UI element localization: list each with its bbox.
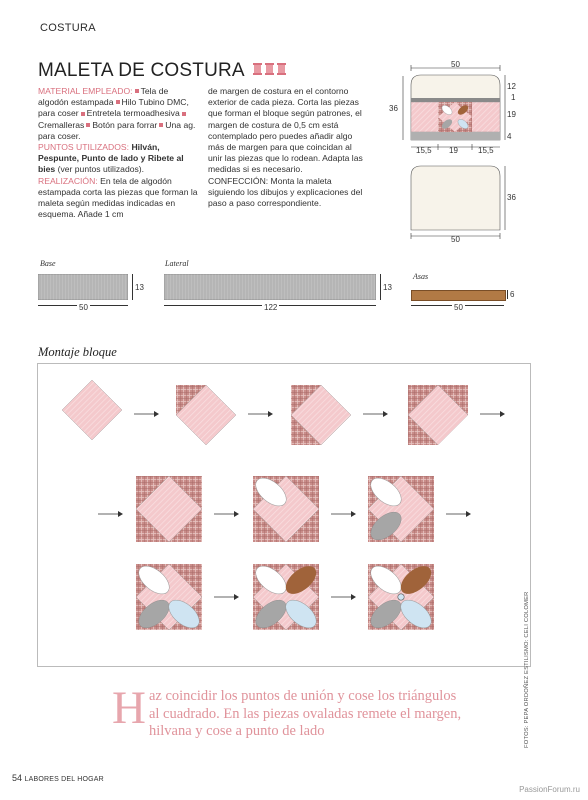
footer bbox=[12, 773, 104, 783]
back-piece-diagram bbox=[400, 160, 520, 245]
base-label: Base bbox=[40, 259, 56, 268]
front-bottom-dim: 15,5 bbox=[416, 146, 432, 155]
instructions-column bbox=[208, 86, 366, 209]
step-2 bbox=[176, 385, 236, 445]
lateral-height-label: 13 bbox=[383, 283, 392, 292]
front-bottom-dim: 15,5 bbox=[478, 146, 494, 155]
spool-icon bbox=[252, 60, 288, 82]
arrow-icon bbox=[331, 594, 356, 600]
material-item: Hilo Tubino DMC, para coser bbox=[38, 97, 189, 119]
front-right-dim: 4 bbox=[507, 132, 512, 141]
watermark: PassionForum.ru bbox=[519, 785, 580, 794]
arrow-icon bbox=[214, 594, 239, 600]
arrow-icon bbox=[446, 511, 471, 517]
puntos-suffix: (ver puntos utilizados). bbox=[57, 164, 145, 175]
photo-credits: FOTOS: PEPA ORDOÑEZ ESTILISMO: CELI COLOMER bbox=[524, 591, 530, 748]
arrow-icon bbox=[248, 411, 273, 417]
front-piece-diagram bbox=[383, 60, 523, 155]
magazine-brand: LABORES DEL HOGAR bbox=[24, 776, 104, 783]
step-5 bbox=[136, 476, 202, 542]
lateral-label: Lateral bbox=[165, 259, 189, 268]
front-bottom-dim: 19 bbox=[449, 146, 458, 155]
step-6 bbox=[251, 473, 319, 542]
step-7 bbox=[366, 473, 434, 545]
step-8 bbox=[134, 561, 204, 633]
back-height-label: 36 bbox=[507, 193, 516, 202]
step-4 bbox=[408, 385, 468, 445]
instructions-paragraph: de margen de costura en el contorno exterior de cada pieza. Corta las piezas que forman el bloque según patrones, el margen de costura de 0,5 cm está contemplado pero puedes añadir algo más de margen para que coincidan al unir las piezas que lo rodean. Adapta las medidas si es necesario. bbox=[208, 86, 363, 175]
step-3 bbox=[291, 385, 351, 445]
base-piece bbox=[38, 274, 128, 300]
material-body: Tela de algodón estampada bbox=[38, 86, 169, 108]
front-width-label: 50 bbox=[451, 60, 460, 69]
material-item: Una ag. para coser. bbox=[38, 119, 196, 141]
base-width-label: 50 bbox=[79, 303, 88, 312]
step-9 bbox=[251, 561, 321, 633]
material-label: MATERIAL EMPLEADO: bbox=[38, 86, 133, 96]
title-text: MALETA DE COSTURA bbox=[38, 60, 244, 82]
page-number: 54 bbox=[12, 773, 23, 783]
front-right-dim: 1 bbox=[511, 93, 516, 102]
step-10 bbox=[366, 561, 436, 633]
caption bbox=[112, 682, 462, 741]
lateral-width-label: 122 bbox=[264, 303, 278, 312]
montaje-panel bbox=[37, 363, 531, 667]
front-right-dim: 12 bbox=[507, 82, 516, 91]
step-1 bbox=[62, 380, 122, 440]
arrow-icon bbox=[214, 511, 239, 517]
realizacion-body: En tela de algodón estampada corta las piezas que forman la maleta según medidas indicadas en esquema. Añade 1 cm bbox=[38, 175, 198, 220]
asas-width-label: 50 bbox=[454, 303, 463, 312]
material-item: Entretela termoadhesiva bbox=[86, 108, 180, 119]
arrow-icon bbox=[480, 411, 505, 417]
front-height-label: 36 bbox=[389, 104, 398, 113]
puntos-label: PUNTOS UTILIZADOS: bbox=[38, 142, 130, 153]
asas-height-label: 6 bbox=[510, 290, 515, 299]
base-height-label: 13 bbox=[135, 283, 144, 292]
asas-piece bbox=[411, 290, 506, 301]
material-item: Botón para forrar bbox=[92, 119, 158, 130]
front-right-dim: 19 bbox=[507, 110, 516, 119]
confeccion-paragraph: CONFECCIÓN: Monta la maleta siguiendo los dibujos y explicaciones del paso a paso correspondiente. bbox=[208, 175, 363, 209]
back-width-label: 50 bbox=[451, 235, 460, 244]
puntos-body: Hilván, Pespunte, Punto de lado y Ribete al bies bbox=[38, 142, 184, 175]
caption-body: az coincidir los puntos de unión y cose los triángulos al cuadrado. En las piezas ovaladas remete el margen, hilvana y cose a punto de lado bbox=[148, 688, 462, 739]
section-tag: COSTURA bbox=[40, 22, 96, 34]
caption-dropcap: H bbox=[112, 682, 146, 734]
arrow-icon bbox=[98, 511, 123, 517]
materials-column bbox=[38, 86, 201, 220]
realizacion-label: REALIZACIÓN: bbox=[38, 175, 98, 186]
lateral-piece bbox=[164, 274, 376, 300]
material-item: Cremalleras bbox=[38, 119, 85, 130]
arrow-icon bbox=[134, 411, 159, 417]
arrow-icon bbox=[363, 411, 388, 417]
arrow-icon bbox=[331, 511, 356, 517]
page-title bbox=[38, 60, 288, 82]
asas-label: Asas bbox=[413, 272, 429, 281]
montaje-title: Montaje bloque bbox=[38, 345, 117, 359]
